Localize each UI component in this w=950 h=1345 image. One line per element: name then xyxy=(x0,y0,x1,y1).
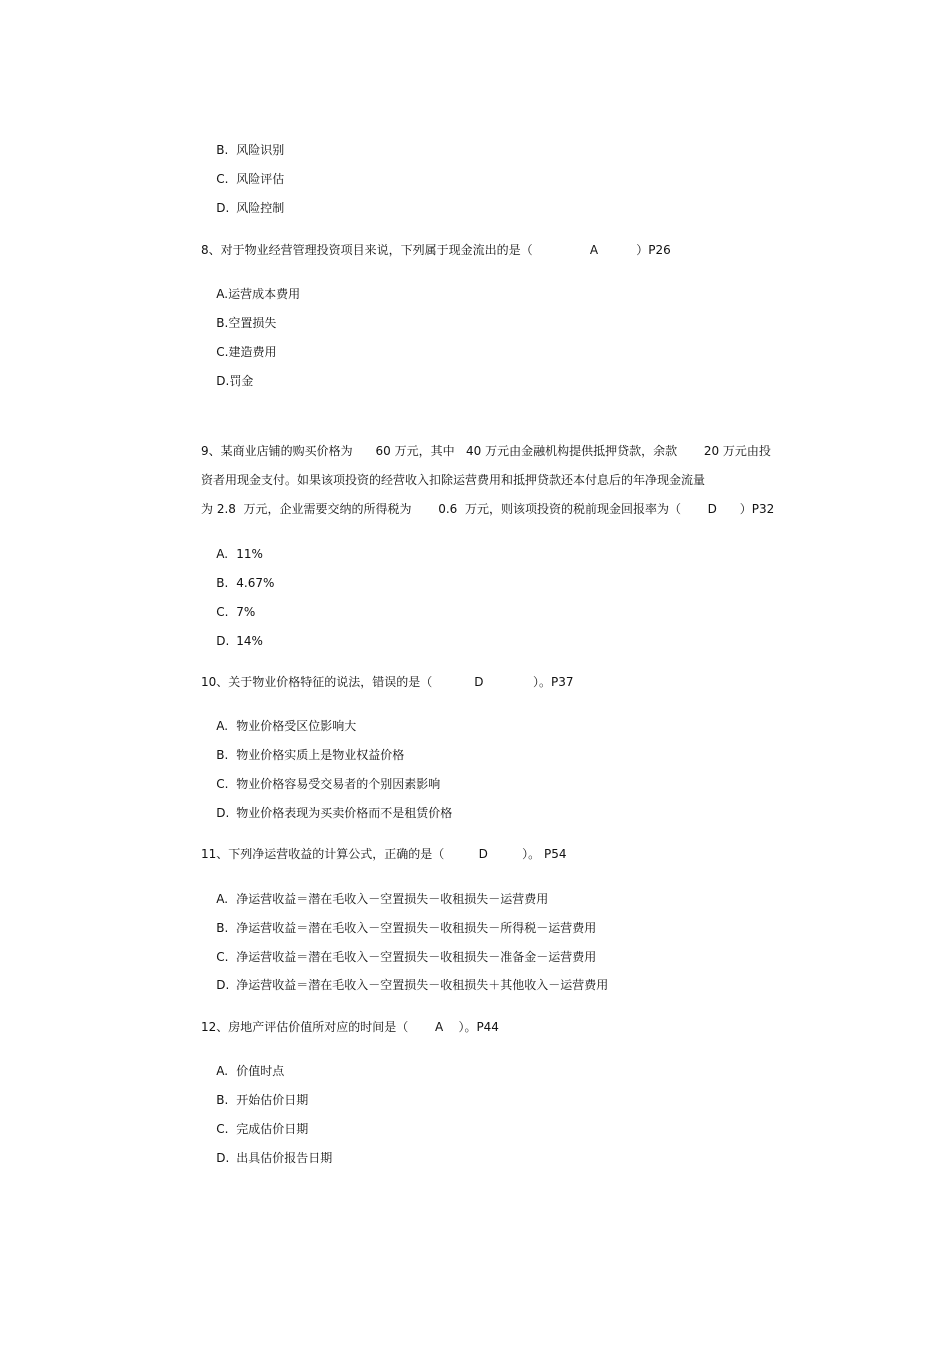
question-9-option-d xyxy=(201,617,263,648)
option-key: A. xyxy=(216,287,229,301)
question-8-option-c xyxy=(201,328,277,359)
question-9-option-b xyxy=(201,559,275,590)
option-text: 出具估价报告日期 xyxy=(236,1151,333,1165)
option-text: 物业价格表现为买卖价格而不是租赁价格 xyxy=(236,806,453,820)
option-key: A. xyxy=(216,547,229,561)
option-text: 7% xyxy=(236,605,256,619)
question-9-stem-line-1: 9、某商业店铺的购买价格为 60 万元，其中 40 万元由金融机构提供抵押贷款，余款 20 万元由投 xyxy=(201,444,771,458)
option-text: 物业价格实质上是物业权益价格 xyxy=(236,748,405,762)
question-11-option-b xyxy=(201,904,597,935)
option-b-continued xyxy=(201,126,285,157)
option-key: D. xyxy=(216,1151,230,1165)
question-11-option-c xyxy=(201,933,597,964)
question-9-stem-line-2: 资者用现金支付。如果该项投资的经营收入扣除运营费用和抵押贷款还本付息后的年净现金流量 xyxy=(201,473,706,487)
option-key: B. xyxy=(216,143,229,157)
option-key: C. xyxy=(216,777,229,791)
option-key: B. xyxy=(216,316,229,330)
option-text: 开始估价日期 xyxy=(236,1093,309,1107)
question-11-stem: 11、下列净运营收益的计算公式，正确的是（ D ）。 P54 xyxy=(201,847,567,861)
question-12-option-c xyxy=(201,1105,309,1136)
option-text: 空置损失 xyxy=(228,316,277,330)
option-key: C. xyxy=(216,1122,229,1136)
question-12-option-b xyxy=(201,1076,309,1107)
question-11-option-d xyxy=(201,961,609,992)
option-text: 净运营收益＝潜在毛收入－空置损失－收租损失－所得税－运营费用 xyxy=(236,921,597,935)
option-d-continued xyxy=(201,184,285,215)
question-12-option-d xyxy=(201,1134,333,1165)
option-text: 4.67% xyxy=(236,576,275,590)
option-text: 净运营收益＝潜在毛收入－空置损失－收租损失＋其他收入－运营费用 xyxy=(236,978,609,992)
option-key: C. xyxy=(216,172,229,186)
option-text: 物业价格受区位影响大 xyxy=(236,719,357,733)
option-key: C. xyxy=(216,605,229,619)
question-8-option-a xyxy=(201,270,301,301)
question-9-stem-line-3: 为 2.8 万元，企业需要交纳的所得税为 0.6 万元，则该项投资的税前现金回报率为（ D ）P32 xyxy=(201,502,775,516)
question-12-option-a xyxy=(201,1047,285,1078)
question-9-option-a xyxy=(201,530,263,561)
question-10-option-c xyxy=(201,760,441,791)
option-text: 风险控制 xyxy=(236,201,285,215)
option-text: 净运营收益＝潜在毛收入－空置损失－收租损失－准备金－运营费用 xyxy=(236,950,597,964)
option-text: 运营成本费用 xyxy=(228,287,301,301)
question-9-option-c xyxy=(201,588,256,619)
option-key: C. xyxy=(216,345,229,359)
option-key: A. xyxy=(216,892,229,906)
option-text: 14% xyxy=(236,634,263,648)
option-text: 完成估价日期 xyxy=(236,1122,309,1136)
option-text: 价值时点 xyxy=(236,1064,285,1078)
question-10-option-b xyxy=(201,731,405,762)
question-10-option-d xyxy=(201,789,453,820)
option-key: A. xyxy=(216,1064,229,1078)
option-text: 物业价格容易受交易者的个别因素影响 xyxy=(236,777,441,791)
question-10-option-a xyxy=(201,702,357,733)
option-text: 风险评估 xyxy=(236,172,285,186)
option-key: B. xyxy=(216,1093,229,1107)
option-key: B. xyxy=(216,921,229,935)
question-8-option-b xyxy=(201,299,277,330)
option-key: D. xyxy=(216,978,230,992)
option-key: C. xyxy=(216,950,229,964)
option-key: D. xyxy=(216,806,230,820)
question-8-option-d xyxy=(201,357,254,388)
option-text: 建造费用 xyxy=(228,345,277,359)
question-12-stem: 12、房地产评估价值所对应的时间是（ A ）。P44 xyxy=(201,1020,499,1034)
option-key: A. xyxy=(216,719,229,733)
question-10-stem: 10、关于物业价格特征的说法，错误的是（ D ）。P37 xyxy=(201,675,574,689)
option-text: 11% xyxy=(236,547,263,561)
option-text: 风险识别 xyxy=(236,143,285,157)
option-key: D. xyxy=(216,634,230,648)
option-c-continued xyxy=(201,155,285,186)
option-text: 罚金 xyxy=(229,374,254,388)
option-text: 净运营收益＝潜在毛收入－空置损失－收租损失－运营费用 xyxy=(236,892,549,906)
question-8-stem: 8、对于物业经营管理投资项目来说，下列属于现金流出的是（ A ）P26 xyxy=(201,243,671,257)
question-11-option-a xyxy=(201,875,549,906)
option-key: D. xyxy=(216,374,230,388)
option-key: B. xyxy=(216,576,229,590)
option-key: B. xyxy=(216,748,229,762)
option-key: D. xyxy=(216,201,230,215)
